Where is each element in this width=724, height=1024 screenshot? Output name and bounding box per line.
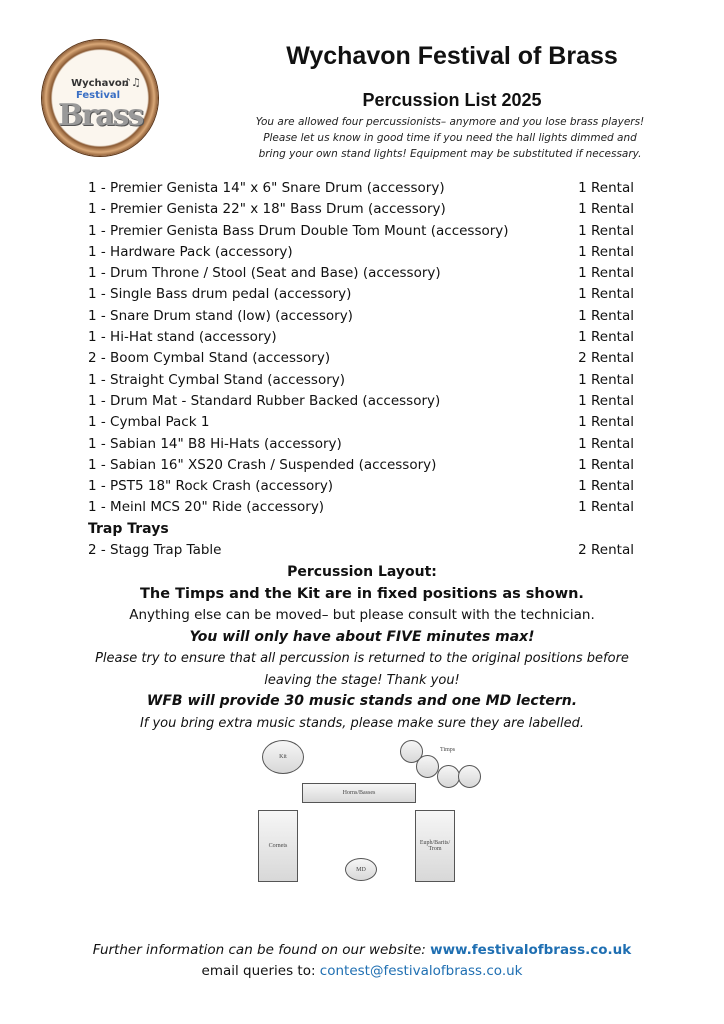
item-rental: 1 Rental bbox=[578, 414, 634, 431]
list-item bbox=[88, 391, 634, 412]
item-description: 1 - Meinl MCS 20" Ride (accessory) bbox=[88, 499, 325, 516]
euph-barits-trom-block bbox=[415, 810, 455, 882]
item-rental: 1 Rental bbox=[578, 180, 634, 196]
equipment-list bbox=[88, 178, 634, 561]
item-rental: 1 Rental bbox=[578, 243, 634, 260]
list-item bbox=[88, 284, 634, 305]
item-description: 1 - Snare Drum stand (low) (accessory) bbox=[88, 307, 353, 324]
list-item bbox=[88, 263, 634, 284]
item-rental: 1 Rental bbox=[578, 286, 634, 303]
intro-text bbox=[200, 114, 700, 162]
intro-line: You are allowed four percussionists– anymore and you lose brass players! bbox=[255, 116, 645, 128]
list-item bbox=[88, 327, 634, 348]
list-item bbox=[88, 178, 634, 199]
logo-text-festival: Festival bbox=[75, 90, 121, 101]
list-item bbox=[88, 221, 634, 242]
music-notes-icon: ♪♫ bbox=[124, 76, 141, 89]
item-rental: 1 Rental bbox=[578, 201, 634, 218]
return-note-line2: leaving the stage! Thank you! bbox=[264, 672, 460, 688]
item-description: 1 - Premier Genista 22" x 18" Bass Drum (accessory) bbox=[88, 201, 446, 218]
footer-email-line bbox=[60, 961, 664, 982]
item-rental: 1 Rental bbox=[578, 329, 634, 346]
footer-website-line bbox=[60, 940, 664, 961]
list-item bbox=[88, 412, 634, 433]
email-link[interactable]: contest@festivalofbrass.co.uk bbox=[319, 963, 523, 979]
time-limit-note: You will only have about FIVE minutes max! bbox=[189, 628, 535, 645]
return-note-line1: Please try to ensure that all percussion is returned to the original positions before bbox=[95, 651, 629, 666]
list-item bbox=[88, 497, 634, 518]
kit-label: Kit bbox=[279, 754, 287, 760]
intro-line: Please let us know in good time if you need the hall lights dimmed and bbox=[263, 132, 637, 144]
item-description: 2 - Stagg Trap Table bbox=[88, 542, 222, 559]
website-link[interactable]: www.festivalofbrass.co.uk bbox=[430, 942, 632, 958]
logo-text-wychavon: Wychavon bbox=[71, 78, 129, 89]
timp-drum bbox=[416, 755, 439, 778]
timp-drum bbox=[437, 765, 460, 788]
kit-circle bbox=[262, 740, 304, 774]
item-rental: 2 Rental bbox=[578, 350, 634, 367]
item-rental: 1 Rental bbox=[578, 478, 634, 495]
md-label: MD bbox=[356, 866, 366, 873]
item-rental: 1 Rental bbox=[578, 265, 634, 282]
item-description: 1 - Sabian 14" B8 Hi-Hats (accessory) bbox=[88, 435, 342, 452]
item-rental: 1 Rental bbox=[578, 499, 634, 516]
moveable-note: Anything else can be moved– but please consult with the technician. bbox=[129, 607, 595, 623]
list-item bbox=[88, 455, 634, 476]
item-description: 1 - Premier Genista Bass Drum Double Tom Mount (accessory) bbox=[88, 222, 509, 239]
item-description: 1 - Drum Mat - Standard Rubber Backed (accessory) bbox=[88, 392, 441, 409]
item-rental: 1 Rental bbox=[578, 392, 634, 409]
list-item bbox=[88, 348, 634, 369]
page-title: Wychavon Festival of Brass bbox=[286, 42, 618, 70]
trap-trays-heading: Trap Trays bbox=[88, 520, 169, 537]
item-description: 1 - Hi-Hat stand (accessory) bbox=[88, 329, 277, 346]
footer bbox=[60, 940, 664, 982]
item-description: 1 - Drum Throne / Stool (Seat and Base) (accessory) bbox=[88, 265, 441, 282]
list-item bbox=[88, 540, 634, 561]
list-item bbox=[88, 199, 634, 220]
list-item bbox=[88, 242, 634, 263]
music-stands-note: WFB will provide 30 music stands and one MD lectern. bbox=[146, 693, 578, 709]
item-description: 1 - PST5 18" Rock Crash (accessory) bbox=[88, 478, 334, 495]
list-item bbox=[88, 476, 634, 497]
item-rental: 1 Rental bbox=[578, 307, 634, 324]
label-stands-note: If you bring extra music stands, please make sure they are labelled. bbox=[139, 715, 585, 731]
percussion-layout-notes bbox=[60, 562, 664, 734]
fixed-positions-note: The Timps and the Kit are in fixed positions as shown. bbox=[140, 585, 584, 602]
list-item bbox=[88, 434, 634, 455]
website-prompt: Further information can be found on our website: bbox=[92, 942, 431, 958]
euph-barits-trom-label: Euph/Barits/ Trom bbox=[419, 840, 451, 852]
logo-text-brass: Brass bbox=[58, 98, 143, 133]
item-rental: 1 Rental bbox=[578, 435, 634, 452]
page-subtitle: Percussion List 2025 bbox=[362, 90, 542, 110]
timps-label: Timps bbox=[440, 747, 456, 753]
cornets-block bbox=[258, 810, 298, 882]
item-description: 1 - Premier Genista 14" x 6" Snare Drum (accessory) bbox=[88, 180, 445, 196]
festival-logo bbox=[42, 40, 158, 156]
item-rental: 1 Rental bbox=[578, 371, 634, 388]
item-rental: 1 Rental bbox=[578, 222, 634, 239]
item-description: 1 - Hardware Pack (accessory) bbox=[88, 243, 293, 260]
item-description: 1 - Cymbal Pack 1 bbox=[88, 414, 210, 431]
item-description: 1 - Single Bass drum pedal (accessory) bbox=[88, 286, 352, 303]
list-item bbox=[88, 370, 634, 391]
horns-basses-block bbox=[302, 783, 416, 803]
item-description: 1 - Sabian 16" XS20 Crash / Suspended (accessory) bbox=[88, 456, 437, 473]
item-description: 2 - Boom Cymbal Stand (accessory) bbox=[88, 350, 331, 367]
item-description: 1 - Straight Cymbal Stand (accessory) bbox=[88, 371, 346, 388]
timp-drum bbox=[458, 765, 481, 788]
list-item bbox=[88, 306, 634, 327]
intro-line: bring your own stand lights! Equipment may be substituted if necessary. bbox=[258, 148, 642, 160]
layout-heading: Percussion Layout: bbox=[287, 564, 437, 580]
horns-basses-label: Horns/Basses bbox=[342, 790, 376, 796]
item-rental: 2 Rental bbox=[578, 542, 634, 559]
md-circle bbox=[345, 858, 377, 881]
item-rental: 1 Rental bbox=[578, 456, 634, 473]
stage-layout-diagram bbox=[240, 735, 490, 885]
cornets-label: Cornets bbox=[268, 843, 288, 849]
email-prompt: email queries to: bbox=[201, 963, 320, 979]
